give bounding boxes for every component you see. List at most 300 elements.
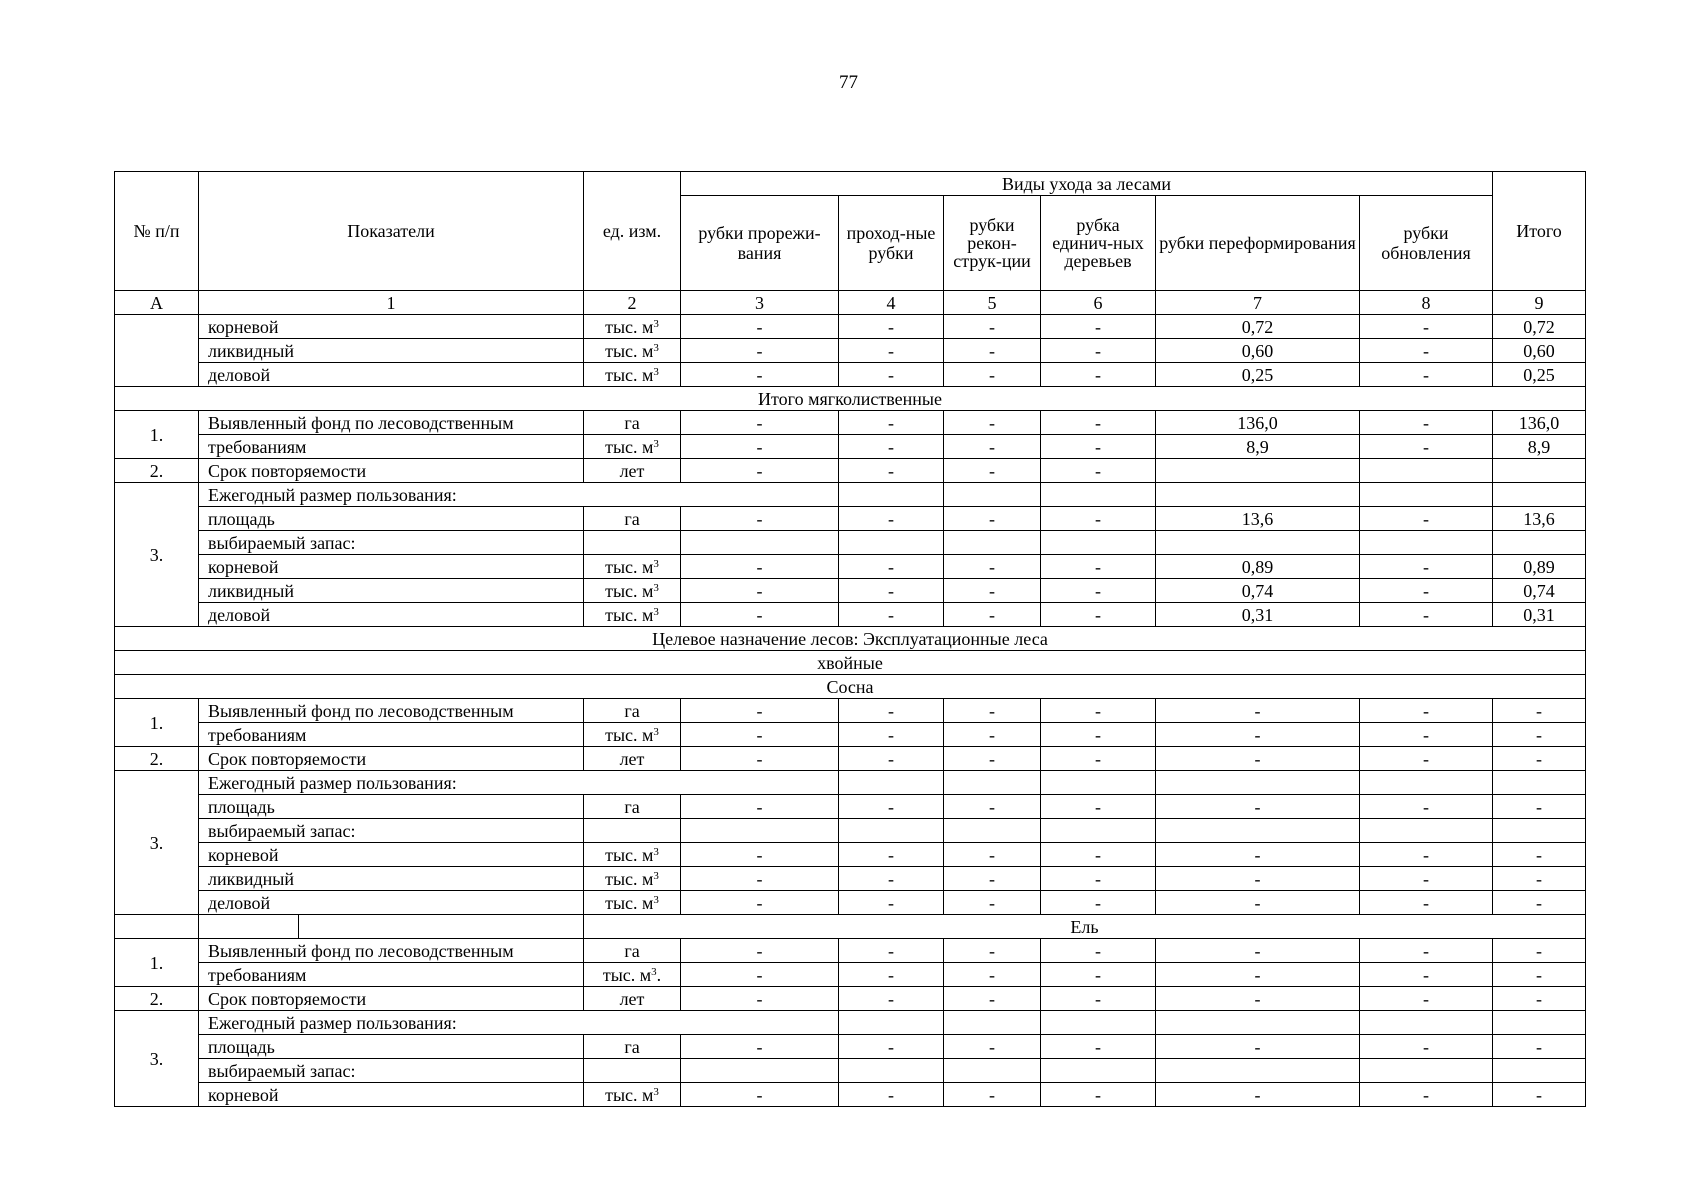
unit-cell xyxy=(584,315,681,339)
unit-cell xyxy=(584,843,681,867)
unit-cell: га xyxy=(584,507,681,531)
dash-cell: - xyxy=(839,747,944,771)
empty-cell xyxy=(1493,459,1586,483)
section-row xyxy=(115,915,1586,939)
dash-cell: - xyxy=(1360,747,1493,771)
row-label: деловой xyxy=(199,603,584,627)
empty-cell xyxy=(1360,1059,1493,1083)
row-number: 2. xyxy=(115,747,199,771)
dash-cell: - xyxy=(1493,939,1586,963)
dash-cell: - xyxy=(944,459,1041,483)
empty-cell xyxy=(839,483,944,507)
row-label: Срок повторяемости xyxy=(199,747,584,771)
empty-cell xyxy=(584,1059,681,1083)
dash-cell: - xyxy=(944,339,1041,363)
row-label: ликвидный xyxy=(199,579,584,603)
dash-cell: - xyxy=(1041,699,1156,723)
dash-cell: - xyxy=(1493,867,1586,891)
unit-text: тыс. м xyxy=(605,604,654,625)
dash-cell: - xyxy=(839,555,944,579)
empty-cell xyxy=(1041,771,1156,795)
header-renewal: рубки обновления xyxy=(1360,196,1493,291)
unit-cell: лет xyxy=(584,987,681,1011)
dash-cell: - xyxy=(1041,339,1156,363)
dash-cell: - xyxy=(1156,699,1360,723)
forest-care-table xyxy=(114,171,1586,1107)
dash-cell: - xyxy=(1041,963,1156,987)
row-label: деловой xyxy=(199,363,584,387)
empty-cell xyxy=(1360,459,1493,483)
dash-cell: - xyxy=(944,507,1041,531)
dash-cell: - xyxy=(1041,747,1156,771)
section-pine: Сосна xyxy=(115,675,1586,699)
dash-cell: - xyxy=(1041,315,1156,339)
table-row xyxy=(115,1035,1586,1059)
dash-cell: - xyxy=(1156,1083,1360,1107)
row-label: выбираемый запас: xyxy=(199,531,584,555)
code-6: 6 xyxy=(1041,291,1156,315)
unit-cell: га xyxy=(584,1035,681,1059)
table-row xyxy=(115,867,1586,891)
table-row xyxy=(115,987,1586,1011)
unit-text: тыс. м xyxy=(605,892,654,913)
total-cell: 0,31 xyxy=(1493,603,1586,627)
unit-cell: га xyxy=(584,411,681,435)
dash-cell: - xyxy=(944,435,1041,459)
section-purpose: Целевое назначение лесов: Эксплуатационные леса xyxy=(115,627,1586,651)
header-reformation: рубки переформирования xyxy=(1156,196,1360,291)
dash-cell: - xyxy=(1360,1083,1493,1107)
dash-cell: - xyxy=(681,843,839,867)
dash-cell: - xyxy=(681,555,839,579)
unit-cell xyxy=(584,963,681,987)
empty-cell xyxy=(681,819,839,843)
table-row xyxy=(115,699,1586,723)
total-cell: 136,0 xyxy=(1493,411,1586,435)
dash-cell: - xyxy=(681,603,839,627)
dash-cell: - xyxy=(1041,987,1156,1011)
row-label: корневой xyxy=(199,843,584,867)
table-row xyxy=(115,531,1586,555)
dash-cell: - xyxy=(1360,963,1493,987)
dash-cell: - xyxy=(1493,963,1586,987)
dash-cell: - xyxy=(681,891,839,915)
dash-cell: - xyxy=(944,315,1041,339)
dash-cell: - xyxy=(839,579,944,603)
dash-cell: - xyxy=(944,699,1041,723)
empty-cell xyxy=(1360,1011,1493,1035)
total-cell: 0,89 xyxy=(1493,555,1586,579)
dash-cell: - xyxy=(681,411,839,435)
total-cell: 0,60 xyxy=(1493,339,1586,363)
empty-cell xyxy=(1156,531,1360,555)
empty-cell xyxy=(1156,1011,1360,1035)
dash-cell: - xyxy=(1156,987,1360,1011)
unit-cell: га xyxy=(584,795,681,819)
dash-cell: - xyxy=(944,987,1041,1011)
dash-cell: - xyxy=(1360,795,1493,819)
table-row xyxy=(115,1059,1586,1083)
dash-cell: - xyxy=(1360,363,1493,387)
unit-cell: га xyxy=(584,699,681,723)
value-cell: 0,72 xyxy=(1156,315,1360,339)
empty-cell xyxy=(199,915,584,939)
empty-cell xyxy=(681,531,839,555)
total-cell: 0,74 xyxy=(1493,579,1586,603)
unit-cell xyxy=(584,435,681,459)
dash-cell: - xyxy=(1041,555,1156,579)
dash-cell: - xyxy=(681,963,839,987)
unit-sup: 3 xyxy=(653,317,659,330)
row-number: 1. xyxy=(115,411,199,459)
row-number: 3. xyxy=(115,483,199,627)
dash-cell: - xyxy=(839,1083,944,1107)
header-indicators: Показатели xyxy=(199,172,584,291)
dash-cell: - xyxy=(1493,1083,1586,1107)
empty-cell xyxy=(1360,771,1493,795)
header-thinning: рубки прорежи-вания xyxy=(681,196,839,291)
dash-cell: - xyxy=(1156,1035,1360,1059)
unit-text: тыс. м xyxy=(605,556,654,577)
row-label: требованиям xyxy=(199,723,584,747)
code-2: 2 xyxy=(584,291,681,315)
value-cell: 13,6 xyxy=(1156,507,1360,531)
dash-cell: - xyxy=(839,339,944,363)
dash-cell: - xyxy=(681,315,839,339)
table-row xyxy=(115,843,1586,867)
empty-cell xyxy=(1156,819,1360,843)
row-label: Выявленный фонд по лесоводственным xyxy=(199,699,584,723)
section-spruce: Ель xyxy=(584,915,1586,939)
header-total: Итого xyxy=(1493,172,1586,291)
unit-cell: лет xyxy=(584,747,681,771)
dash-cell: - xyxy=(944,411,1041,435)
dash-cell: - xyxy=(839,435,944,459)
empty-cell xyxy=(1360,819,1493,843)
unit-text: тыс. м xyxy=(605,1084,654,1105)
dash-cell: - xyxy=(1041,867,1156,891)
dash-cell: - xyxy=(1156,843,1360,867)
table-row xyxy=(115,339,1586,363)
row-number xyxy=(115,315,199,387)
dash-cell: - xyxy=(1360,315,1493,339)
row-label: требованиям xyxy=(199,963,584,987)
row-number: 3. xyxy=(115,1011,199,1107)
header-unit: ед. изм. xyxy=(584,172,681,291)
table-row xyxy=(115,507,1586,531)
empty-cell xyxy=(115,915,199,939)
total-cell: 13,6 xyxy=(1493,507,1586,531)
dash-cell: - xyxy=(681,699,839,723)
empty-cell xyxy=(1493,1059,1586,1083)
dash-cell: - xyxy=(839,363,944,387)
dash-cell: - xyxy=(839,507,944,531)
empty-cell xyxy=(839,1059,944,1083)
empty-cell xyxy=(1493,1011,1586,1035)
table-row xyxy=(115,435,1586,459)
dash-cell: - xyxy=(681,579,839,603)
unit-cell xyxy=(584,1083,681,1107)
empty-cell xyxy=(1041,531,1156,555)
section-soft-total: Итого мягколиственные xyxy=(115,387,1586,411)
table-row xyxy=(115,747,1586,771)
dash-cell: - xyxy=(1493,747,1586,771)
table-row xyxy=(115,963,1586,987)
dash-cell: - xyxy=(944,1083,1041,1107)
row-number: 1. xyxy=(115,699,199,747)
empty-cell xyxy=(584,819,681,843)
empty-cell xyxy=(1156,459,1360,483)
empty-cell xyxy=(944,819,1041,843)
empty-cell xyxy=(944,1011,1041,1035)
empty-cell xyxy=(944,531,1041,555)
table-row xyxy=(115,1011,1586,1035)
unit-sup: 3 xyxy=(653,581,659,594)
unit-sup: 3 xyxy=(653,893,659,906)
empty-cell xyxy=(1493,771,1586,795)
cell-divider xyxy=(298,915,299,938)
unit-sup: 3 xyxy=(653,437,659,450)
dash-cell: - xyxy=(681,1083,839,1107)
table-row xyxy=(115,819,1586,843)
dash-cell: - xyxy=(681,459,839,483)
unit-dot: . xyxy=(656,964,662,985)
unit-cell xyxy=(584,339,681,363)
dash-cell: - xyxy=(1041,891,1156,915)
row-label: требованиям xyxy=(199,435,584,459)
section-row xyxy=(115,387,1586,411)
table-row xyxy=(115,891,1586,915)
dash-cell: - xyxy=(681,339,839,363)
row-label: выбираемый запас: xyxy=(199,819,584,843)
dash-cell: - xyxy=(681,747,839,771)
dash-cell: - xyxy=(1493,1035,1586,1059)
header-passage: проход-ные рубки xyxy=(839,196,944,291)
row-label: Выявленный фонд по лесоводственным xyxy=(199,939,584,963)
row-label: Срок повторяемости xyxy=(199,459,584,483)
dash-cell: - xyxy=(1360,699,1493,723)
row-label: Срок повторяемости xyxy=(199,987,584,1011)
dash-cell: - xyxy=(1041,795,1156,819)
dash-cell: - xyxy=(944,723,1041,747)
unit-cell: лет xyxy=(584,459,681,483)
header-reconstruction: рубки рекон-струк-ции xyxy=(944,196,1041,291)
dash-cell: - xyxy=(839,939,944,963)
empty-cell xyxy=(839,771,944,795)
header-num: № п/п xyxy=(115,172,199,291)
code-5: 5 xyxy=(944,291,1041,315)
row-number: 1. xyxy=(115,939,199,987)
dash-cell: - xyxy=(1360,867,1493,891)
unit-sup: 3 xyxy=(653,341,659,354)
value-cell: 136,0 xyxy=(1156,411,1360,435)
dash-cell: - xyxy=(839,987,944,1011)
table-row xyxy=(115,315,1586,339)
empty-cell xyxy=(839,819,944,843)
dash-cell: - xyxy=(944,843,1041,867)
unit-cell xyxy=(584,603,681,627)
dash-cell: - xyxy=(1493,795,1586,819)
unit-text: тыс. м xyxy=(605,340,654,361)
dash-cell: - xyxy=(1156,891,1360,915)
total-cell: 0,25 xyxy=(1493,363,1586,387)
row-label: Ежегодный размер пользования: xyxy=(199,1011,839,1035)
value-cell: 8,9 xyxy=(1156,435,1360,459)
empty-cell xyxy=(584,531,681,555)
dash-cell: - xyxy=(839,699,944,723)
row-number: 3. xyxy=(115,771,199,915)
header-single-trees: рубка единич-ных деревьев xyxy=(1041,196,1156,291)
unit-text: тыс. м xyxy=(605,580,654,601)
code-4: 4 xyxy=(839,291,944,315)
empty-cell xyxy=(1156,771,1360,795)
value-cell: 0,31 xyxy=(1156,603,1360,627)
dash-cell: - xyxy=(1041,459,1156,483)
empty-cell xyxy=(1041,483,1156,507)
empty-cell xyxy=(1041,1011,1156,1035)
unit-cell: га xyxy=(584,939,681,963)
unit-text: тыс. м xyxy=(605,844,654,865)
dash-cell: - xyxy=(839,723,944,747)
code-a: А xyxy=(115,291,199,315)
dash-cell: - xyxy=(1360,891,1493,915)
unit-cell xyxy=(584,363,681,387)
unit-sup: 3 xyxy=(653,869,659,882)
row-label: ликвидный xyxy=(199,339,584,363)
dash-cell: - xyxy=(1041,411,1156,435)
total-cell: 8,9 xyxy=(1493,435,1586,459)
dash-cell: - xyxy=(1493,987,1586,1011)
dash-cell: - xyxy=(1360,1035,1493,1059)
row-label: корневой xyxy=(199,555,584,579)
section-row xyxy=(115,627,1586,651)
dash-cell: - xyxy=(944,795,1041,819)
section-row xyxy=(115,675,1586,699)
table-row xyxy=(115,939,1586,963)
unit-sup: 3 xyxy=(653,605,659,618)
dash-cell: - xyxy=(1041,579,1156,603)
dash-cell: - xyxy=(944,1035,1041,1059)
table-row xyxy=(115,603,1586,627)
unit-cell xyxy=(584,891,681,915)
empty-cell xyxy=(1156,483,1360,507)
dash-cell: - xyxy=(1041,363,1156,387)
dash-cell: - xyxy=(839,843,944,867)
value-cell: 0,74 xyxy=(1156,579,1360,603)
dash-cell: - xyxy=(944,891,1041,915)
row-number: 2. xyxy=(115,987,199,1011)
value-cell: 0,60 xyxy=(1156,339,1360,363)
row-label: площадь xyxy=(199,1035,584,1059)
row-label: выбираемый запас: xyxy=(199,1059,584,1083)
unit-text: тыс. м xyxy=(605,724,654,745)
dash-cell: - xyxy=(839,795,944,819)
header-care-group: Виды ухода за лесами xyxy=(681,172,1493,196)
dash-cell: - xyxy=(1360,507,1493,531)
dash-cell: - xyxy=(1041,1035,1156,1059)
code-3: 3 xyxy=(681,291,839,315)
row-label: Выявленный фонд по лесоводственным xyxy=(199,411,584,435)
value-cell: 0,89 xyxy=(1156,555,1360,579)
code-1: 1 xyxy=(199,291,584,315)
row-label: деловой xyxy=(199,891,584,915)
empty-cell xyxy=(839,1011,944,1035)
dash-cell: - xyxy=(1041,1083,1156,1107)
table-row xyxy=(115,411,1586,435)
header-row-1 xyxy=(115,172,1586,196)
empty-cell xyxy=(1360,483,1493,507)
dash-cell: - xyxy=(1041,603,1156,627)
empty-cell xyxy=(1493,531,1586,555)
dash-cell: - xyxy=(681,507,839,531)
dash-cell: - xyxy=(1156,747,1360,771)
dash-cell: - xyxy=(1360,339,1493,363)
table-row xyxy=(115,723,1586,747)
dash-cell: - xyxy=(1360,723,1493,747)
dash-cell: - xyxy=(1156,867,1360,891)
dash-cell: - xyxy=(681,939,839,963)
dash-cell: - xyxy=(1360,435,1493,459)
dash-cell: - xyxy=(839,1035,944,1059)
section-row xyxy=(115,651,1586,675)
dash-cell: - xyxy=(681,867,839,891)
dash-cell: - xyxy=(839,963,944,987)
dash-cell: - xyxy=(944,747,1041,771)
unit-sup: 3 xyxy=(653,1085,659,1098)
unit-text: тыс. м xyxy=(605,868,654,889)
dash-cell: - xyxy=(1493,699,1586,723)
unit-text: тыс. м xyxy=(605,364,654,385)
dash-cell: - xyxy=(1493,723,1586,747)
empty-cell xyxy=(681,1059,839,1083)
unit-sup: 3 xyxy=(653,365,659,378)
unit-sup: 3 xyxy=(651,965,657,978)
unit-text: тыс. м xyxy=(602,964,652,985)
dash-cell: - xyxy=(839,459,944,483)
table-row xyxy=(115,771,1586,795)
dash-cell: - xyxy=(681,363,839,387)
dash-cell: - xyxy=(1360,987,1493,1011)
unit-cell xyxy=(584,579,681,603)
dash-cell: - xyxy=(1360,603,1493,627)
empty-cell xyxy=(839,531,944,555)
unit-cell xyxy=(584,555,681,579)
dash-cell: - xyxy=(681,435,839,459)
unit-text: тыс. м xyxy=(605,436,654,457)
dash-cell: - xyxy=(839,867,944,891)
code-9: 9 xyxy=(1493,291,1586,315)
empty-cell xyxy=(944,1059,1041,1083)
page-number: 77 xyxy=(839,72,858,93)
dash-cell: - xyxy=(1041,939,1156,963)
empty-cell xyxy=(1041,1059,1156,1083)
unit-sup: 3 xyxy=(653,725,659,738)
row-label: корневой xyxy=(199,315,584,339)
dash-cell: - xyxy=(944,555,1041,579)
empty-cell xyxy=(1041,819,1156,843)
table-row xyxy=(115,555,1586,579)
dash-cell: - xyxy=(944,363,1041,387)
unit-cell xyxy=(584,723,681,747)
dash-cell: - xyxy=(1360,939,1493,963)
code-7: 7 xyxy=(1156,291,1360,315)
empty-cell xyxy=(1493,819,1586,843)
unit-cell xyxy=(584,867,681,891)
header-codes-row xyxy=(115,291,1586,315)
dash-cell: - xyxy=(1156,963,1360,987)
dash-cell: - xyxy=(944,867,1041,891)
empty-cell xyxy=(1493,483,1586,507)
